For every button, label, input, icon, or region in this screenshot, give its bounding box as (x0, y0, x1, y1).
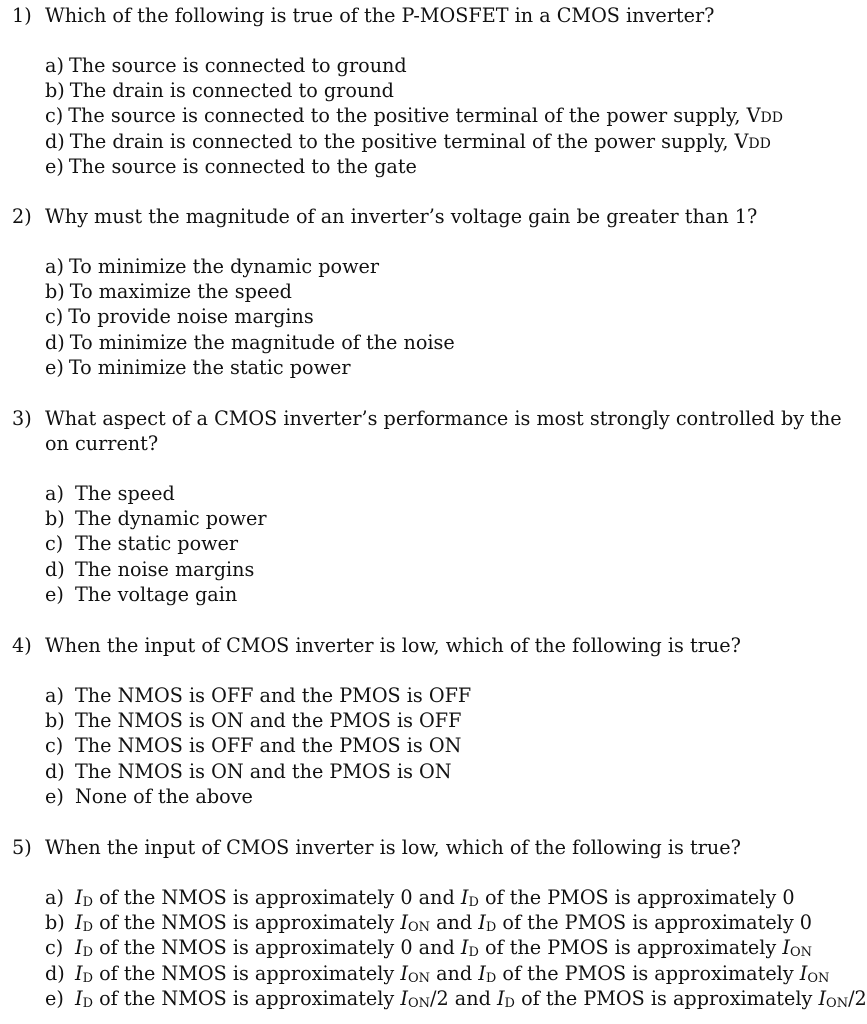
option-label: d) (45, 961, 65, 985)
current-symbol: I (75, 986, 83, 1010)
option-label: e) (45, 986, 64, 1010)
option-list (45, 53, 847, 179)
question-number: 3) (12, 407, 32, 430)
option-label: b) (45, 280, 65, 304)
option-label: a) (45, 886, 64, 909)
current-symbol: I (460, 886, 469, 909)
question-5 (12, 835, 867, 1011)
option-text: The drain is connected to ground (69, 79, 394, 103)
option-text (75, 986, 867, 1011)
current-symbol: I (75, 886, 83, 909)
option-text (75, 910, 847, 935)
question-4 (12, 633, 847, 809)
option-a (45, 683, 847, 708)
option-label: a) (45, 482, 64, 505)
option-label: b) (45, 79, 65, 103)
option-label: b) (45, 911, 65, 935)
option-e (45, 784, 847, 809)
option-text: The NMOS is OFF and the PMOS is OFF (75, 684, 472, 707)
current-symbol: I (75, 961, 83, 985)
subscript: D (504, 995, 515, 1011)
current-symbol: I (478, 961, 486, 985)
subscript: D (82, 895, 94, 910)
option-text: The static power (75, 532, 239, 556)
option-text: The dynamic power (75, 507, 267, 531)
option-a (45, 53, 847, 78)
question-stem: When the input of CMOS inverter is low, which of the following is true? (45, 634, 741, 657)
option-d (45, 330, 847, 355)
option-text: None of the above (75, 784, 253, 808)
option-label: c) (45, 104, 64, 128)
option-e (45, 986, 867, 1011)
option-list (45, 254, 847, 380)
option-c (45, 103, 847, 128)
option-text: The NMOS is ON and the PMOS is OFF (75, 709, 462, 733)
option-a (45, 481, 847, 506)
option-label: a) (45, 54, 64, 77)
question-number: 5) (12, 836, 32, 859)
text-run: /2 and (430, 986, 497, 1010)
question-3 (12, 406, 847, 607)
text-run: of the NMOS is approximately (93, 911, 401, 935)
option-d (45, 557, 847, 582)
text-run: of the PMOS is approximately (514, 986, 819, 1010)
subscript: DD (748, 135, 771, 152)
question-stem: When the input of CMOS inverter is low, which of the following is true? (45, 836, 741, 859)
option-c (45, 935, 847, 960)
option-a (45, 254, 847, 279)
option-text-main: The source is connected to the positive terminal of the power supply, V (68, 104, 761, 128)
option-text: The voltage gain (75, 582, 238, 606)
option-text: The NMOS is OFF and the PMOS is ON (75, 734, 462, 758)
option-d (45, 129, 847, 154)
option-d (45, 759, 847, 784)
current-symbol: I (460, 936, 469, 960)
option-text-main: The drain is connected to the positive terminal of the power supply, V (69, 129, 749, 153)
current-symbol: I (75, 911, 83, 935)
option-list (45, 885, 867, 1011)
option-label: e) (45, 582, 64, 606)
option-c (45, 733, 847, 758)
current-symbol: I (496, 986, 505, 1010)
text-run: of the NMOS is approximately (93, 961, 401, 985)
option-text: The NMOS is ON and the PMOS is ON (75, 759, 452, 783)
subscript: ON (407, 995, 430, 1011)
option-label: e) (45, 784, 64, 808)
option-label: d) (45, 129, 65, 153)
option-b (45, 78, 847, 103)
current-symbol: I (400, 911, 408, 935)
option-text: To minimize the static power (68, 355, 351, 379)
option-text: The speed (75, 482, 175, 505)
subscript: ON (789, 945, 812, 961)
option-b (45, 708, 847, 733)
option-text: To maximize the speed (69, 280, 292, 304)
option-label: a) (45, 255, 64, 278)
current-symbol: I (400, 961, 408, 985)
option-text: To minimize the magnitude of the noise (69, 330, 455, 354)
subscript: D (485, 970, 497, 986)
question-number: 4) (12, 634, 32, 657)
option-text (70, 129, 847, 154)
text-run: of the NMOS is approximately 0 and (93, 886, 461, 909)
option-b (45, 506, 847, 531)
current-symbol: I (478, 911, 486, 935)
question-stem: Why must the magnitude of an inverter’s voltage gain be greater than 1? (45, 205, 758, 228)
option-b (45, 910, 847, 935)
question-2 (12, 204, 847, 380)
subscript: D (82, 920, 94, 936)
question-stem: Which of the following is true of the P-MOSFET in a CMOS inverter? (45, 4, 715, 27)
subscript: D (485, 920, 497, 936)
subscript: DD (760, 110, 783, 127)
option-label: e) (45, 154, 64, 178)
subscript: D (468, 895, 479, 910)
text-run: and (430, 911, 479, 935)
option-list (45, 683, 847, 809)
option-label: c) (45, 734, 64, 758)
subscript: ON (407, 970, 430, 986)
text-run: /2 (848, 986, 867, 1010)
text-run: and (430, 961, 479, 985)
option-label: a) (45, 684, 64, 707)
subscript: ON (826, 995, 849, 1011)
question-number: 2) (12, 205, 32, 228)
option-e (45, 582, 847, 607)
option-label: c) (45, 532, 64, 556)
option-text: The source is connected to the gate (68, 154, 417, 178)
option-d (45, 961, 847, 986)
text-run: of the NMOS is approximately 0 and (93, 936, 461, 960)
option-label: b) (45, 507, 65, 531)
option-text: To minimize the dynamic power (68, 255, 380, 278)
text-run: of the NMOS is approximately (93, 986, 401, 1010)
subscript: ON (807, 970, 830, 986)
subscript: D (468, 945, 479, 961)
option-label: c) (45, 936, 64, 960)
option-a (45, 885, 847, 910)
option-label: e) (45, 355, 64, 379)
question-number: 1) (12, 4, 32, 27)
subscript: D (82, 945, 94, 961)
option-label: d) (45, 557, 65, 581)
option-text (75, 885, 847, 910)
option-label: c) (45, 305, 64, 329)
option-text (75, 961, 847, 986)
question-stem: What aspect of a CMOS inverter’s performance is most strongly controlled by the on current? (45, 407, 842, 455)
option-c (45, 531, 847, 556)
option-label: d) (45, 759, 65, 783)
option-e (45, 355, 847, 380)
option-text: To provide noise margins (68, 305, 314, 329)
option-text (68, 103, 847, 128)
option-text: The source is connected to ground (68, 54, 407, 77)
text-run: of the PMOS is approximately (496, 961, 800, 985)
option-c (45, 304, 847, 329)
option-e (45, 154, 847, 179)
current-symbol: I (782, 936, 790, 960)
option-b (45, 279, 847, 304)
option-text (75, 935, 847, 960)
text-run: of the PMOS is approximately 0 (478, 886, 795, 909)
text-run: of the PMOS is approximately 0 (496, 911, 812, 935)
subscript: D (82, 970, 94, 986)
current-symbol: I (400, 986, 408, 1010)
option-label: b) (45, 709, 65, 733)
current-symbol: I (75, 936, 83, 960)
question-1 (12, 3, 847, 179)
subscript: ON (407, 920, 430, 936)
option-text: The noise margins (75, 557, 255, 581)
option-list (45, 481, 847, 607)
text-run: of the PMOS is approximately (478, 936, 783, 960)
subscript: D (82, 995, 94, 1011)
current-symbol: I (799, 961, 808, 985)
option-label: d) (45, 330, 65, 354)
current-symbol: I (818, 986, 827, 1010)
